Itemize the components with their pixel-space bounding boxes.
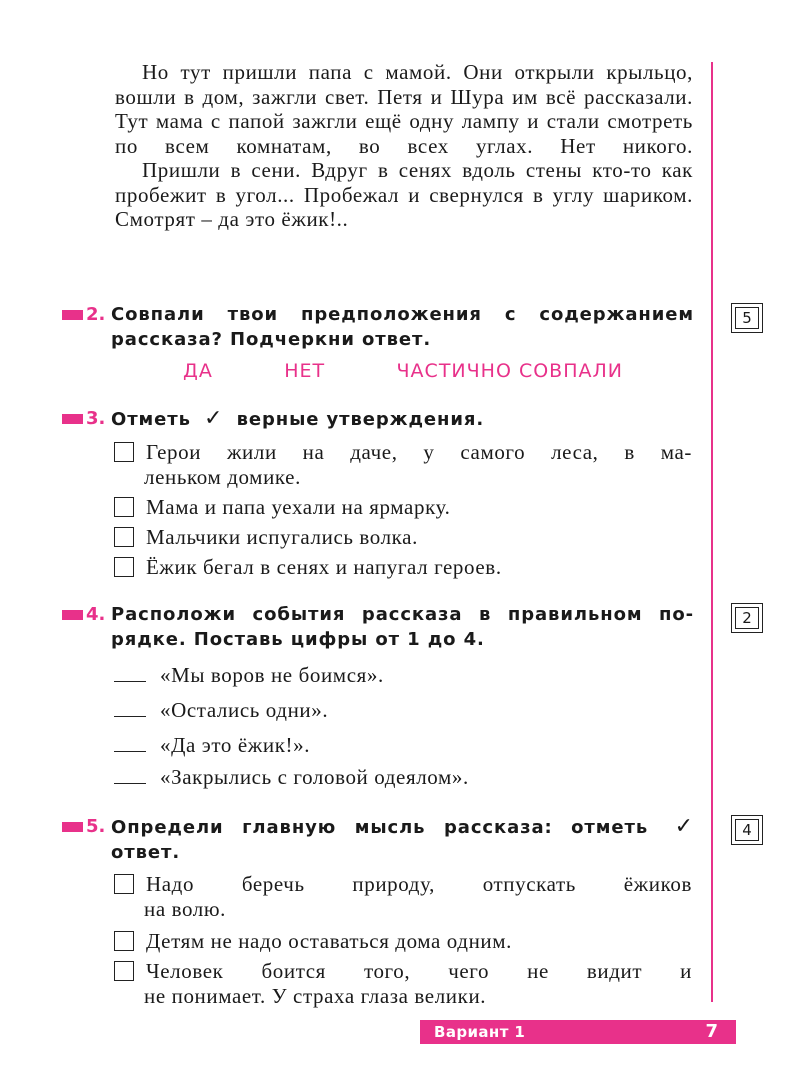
order-blank[interactable] (114, 735, 146, 752)
checkmark-icon: ✓ (674, 814, 694, 839)
task-4-question: Расположи события рассказа в правильном по- рядке. Поставь цифры от 1 до 4. (111, 604, 694, 650)
task-4-event-2: «Остались одни». (114, 698, 328, 722)
footer-bar (420, 1020, 736, 1044)
task-5-option-1: Надо беречь природу, отпускать ёжиков на волю. (114, 872, 692, 921)
task-3-option-4: Ёжик бегал в сенях и напугал героев. (114, 555, 692, 580)
task-marker (62, 310, 83, 320)
task-3-option-1: Герои жили на даче, у самого леса, в ма- леньком домике. (114, 440, 692, 489)
task-5-score-box (731, 815, 763, 845)
checkbox[interactable] (114, 527, 134, 547)
task-2-answers (183, 360, 623, 382)
task-5 (62, 814, 694, 865)
task-3-question: Отметь ✓ верные утверждения. (111, 406, 485, 431)
story-text (115, 60, 693, 232)
task-5-number: 5. (86, 816, 106, 837)
margin-line (711, 62, 713, 1002)
task-2-question: Совпали твои предположения с содержанием рассказа? Подчеркни ответ. (111, 304, 694, 350)
task-4 (62, 602, 694, 652)
checkmark-icon: ✓ (204, 406, 224, 431)
task-5-question: Определи главную мысль рассказа: отметь ✓ ответ. (111, 814, 694, 863)
task-4-event-4: «Закрылись с головой одеялом». (114, 765, 469, 789)
task-5-score: 4 (735, 819, 759, 841)
task-2-score-box (731, 303, 763, 333)
order-blank[interactable] (114, 700, 146, 717)
answer-no[interactable]: НЕТ (284, 360, 326, 382)
task-3 (62, 406, 694, 432)
task-2-number: 2. (86, 304, 106, 325)
answer-yes[interactable]: ДА (183, 360, 213, 382)
task-4-number: 4. (86, 604, 106, 625)
task-marker (62, 610, 83, 620)
order-blank[interactable] (114, 767, 146, 784)
checkbox[interactable] (114, 874, 134, 894)
answer-partial[interactable]: ЧАСТИЧНО СОВПАЛИ (396, 360, 623, 382)
checkbox[interactable] (114, 497, 134, 517)
task-3-number: 3. (86, 408, 106, 429)
task-4-score: 2 (735, 607, 759, 629)
page-number: 7 (705, 1021, 718, 1042)
story-paragraph-2: Пришли в сени. Вдруг в сенях вдоль стены кто-то как пробежит в угол... Пробежал и свернулся в углу шариком. Смотрят – да это ёжик!.. (115, 158, 693, 231)
task-5-option-3: Человек боится того, чего не видит и не понимает. У страха глаза велики. (114, 959, 692, 1008)
checkbox[interactable] (114, 442, 134, 462)
task-2 (62, 302, 694, 352)
task-3-option-3: Мальчики испугались волка. (114, 525, 692, 550)
task-4-score-box (731, 603, 763, 633)
task-3-option-2: Мама и папа уехали на ярмарку. (114, 495, 692, 520)
checkbox[interactable] (114, 557, 134, 577)
task-2-score: 5 (735, 307, 759, 329)
order-blank[interactable] (114, 665, 146, 682)
task-4-event-3: «Да это ёжик!». (114, 733, 310, 757)
task-marker (62, 414, 83, 424)
checkbox[interactable] (114, 961, 134, 981)
story-paragraph-1: Но тут пришли папа с мамой. Они открыли крыльцо, вошли в дом, зажгли свет. Петя и Шура им всё рассказали. Тут мама с папой зажгли ещё одну лампу и стали смотреть по всем комнатам, во всех углах. Нет никого. (115, 60, 693, 158)
task-marker (62, 822, 83, 832)
task-5-option-2: Детям не надо оставаться дома одним. (114, 929, 692, 954)
task-4-event-1: «Мы воров не боимся». (114, 663, 384, 687)
variant-label: Вариант 1 (434, 1023, 526, 1041)
checkbox[interactable] (114, 931, 134, 951)
